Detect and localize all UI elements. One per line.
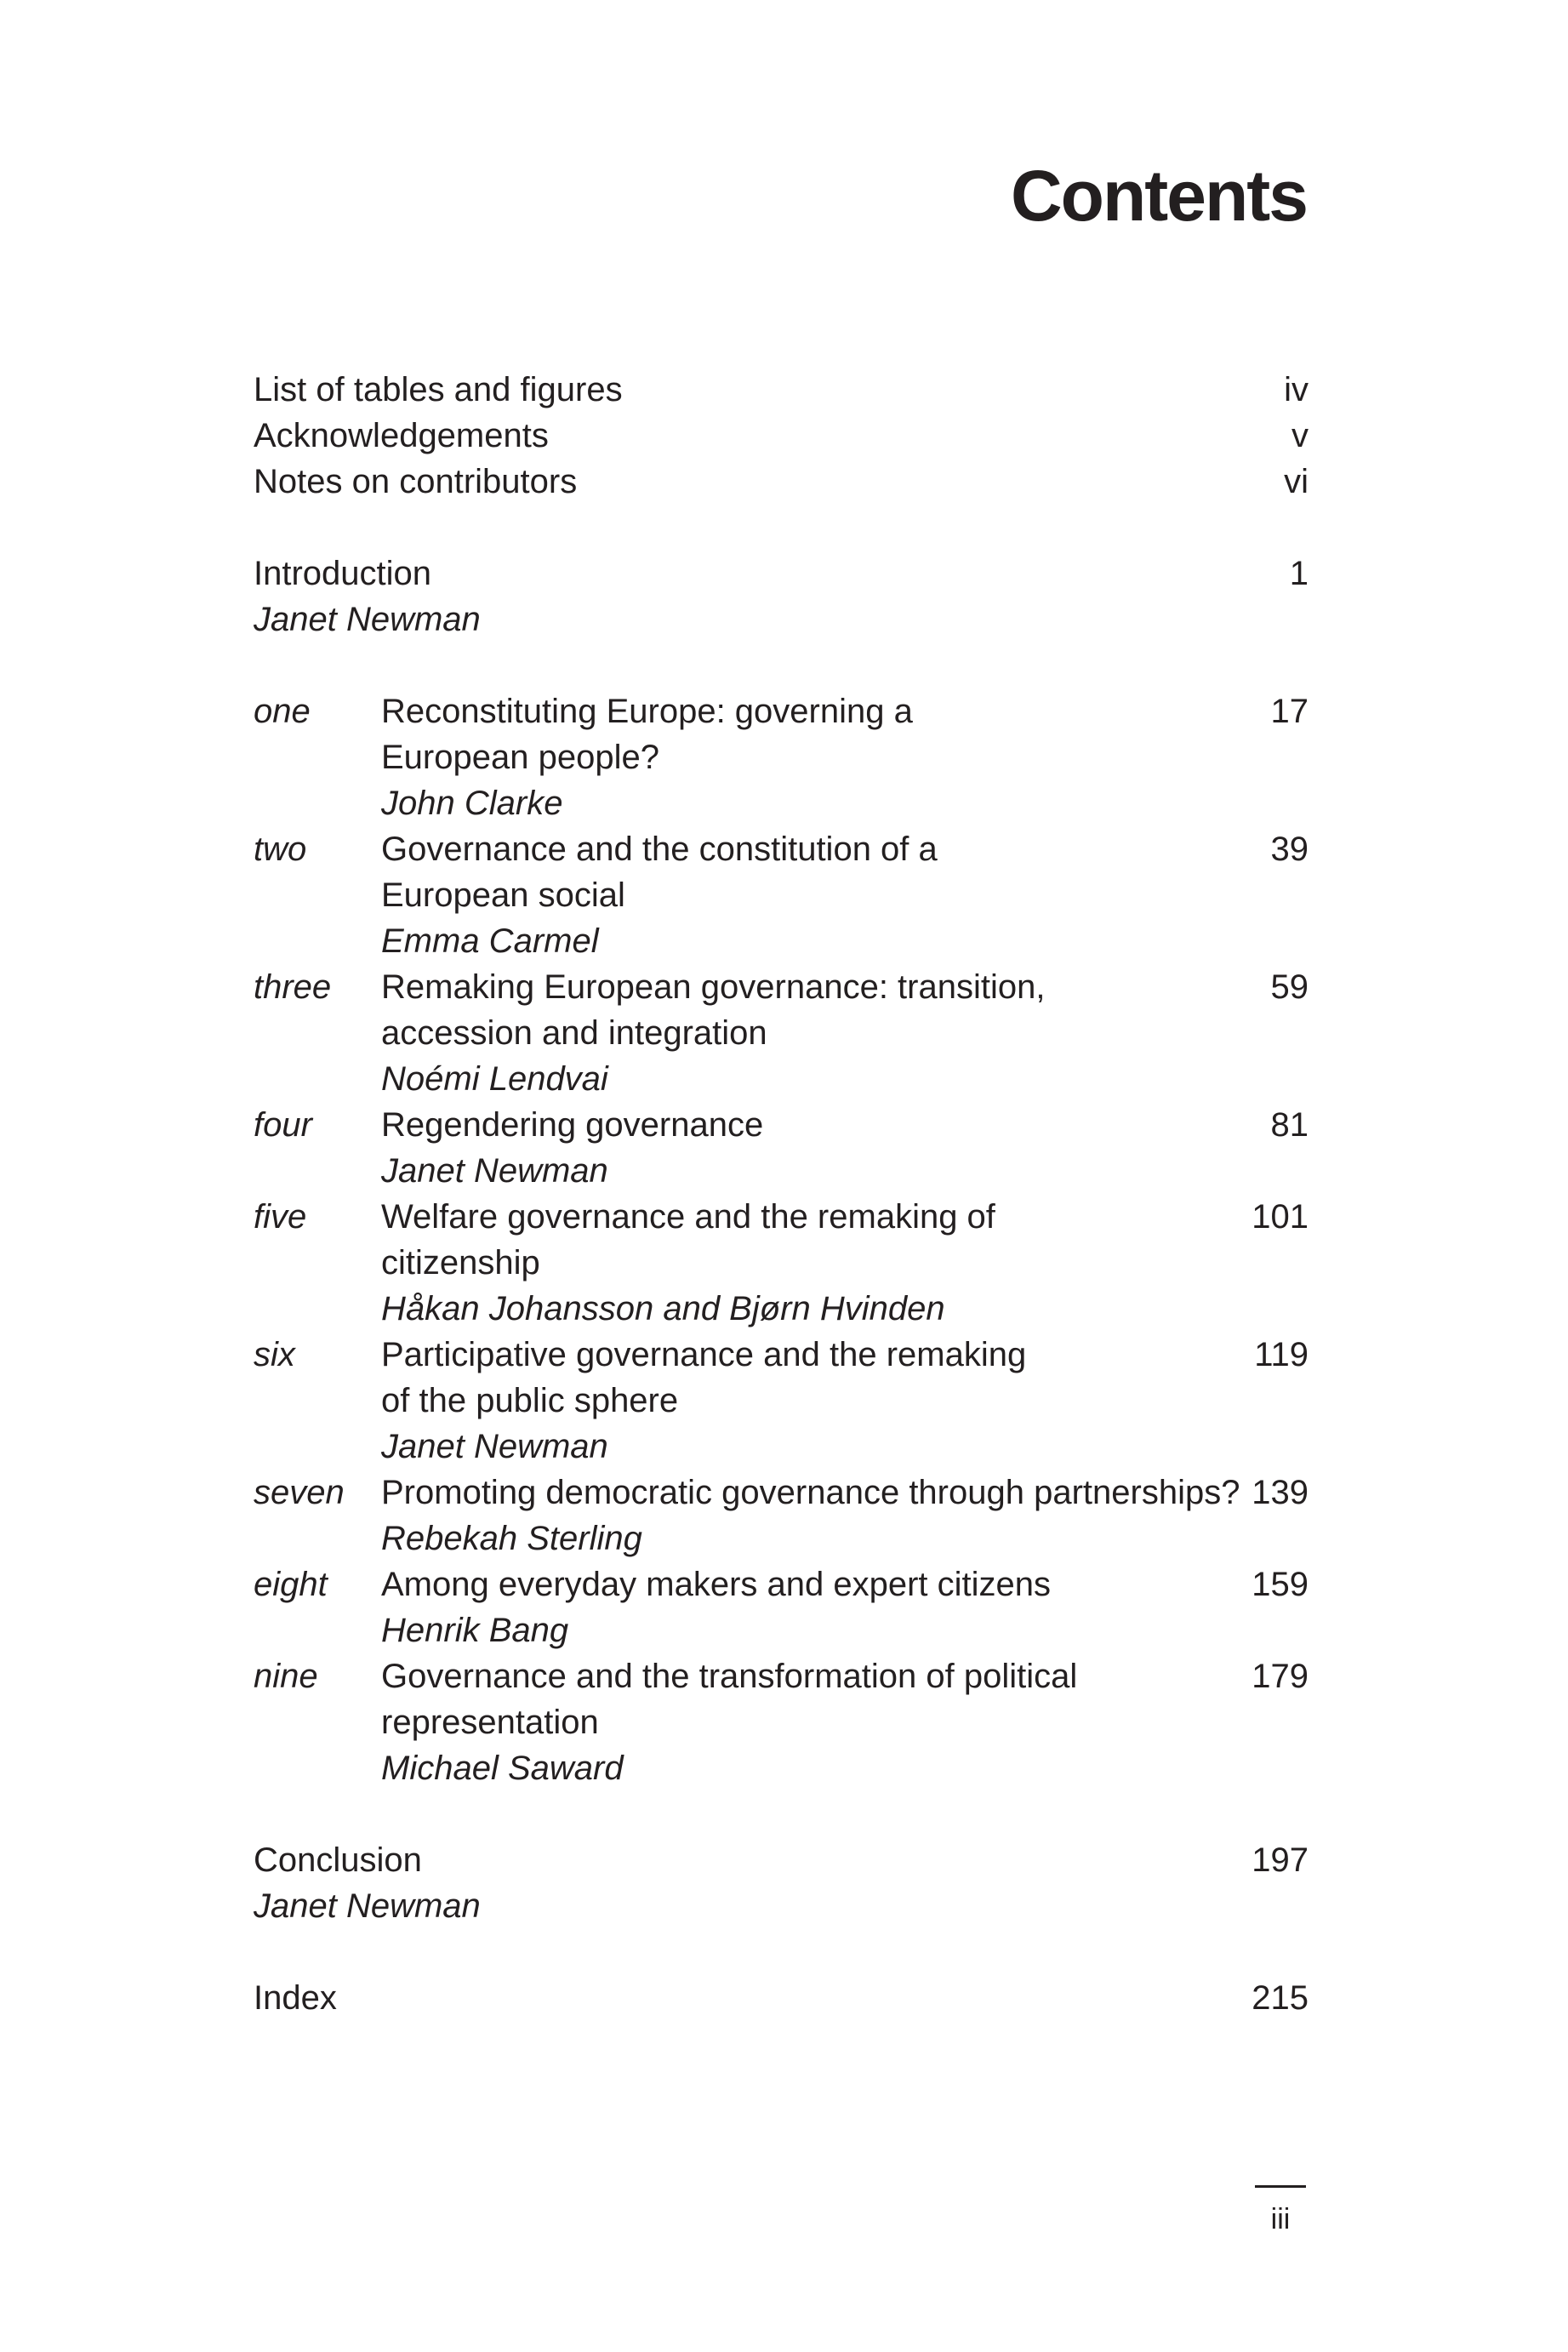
toc-entry-title: Index <box>254 1979 337 2017</box>
toc-entry-introduction[interactable] <box>0 551 1568 597</box>
chapter-title-line: Regendering governance <box>381 1106 764 1144</box>
toc-entry-list-of-tables[interactable] <box>0 367 1568 413</box>
toc-entry-title: Conclusion <box>254 1841 422 1879</box>
toc-entry-page: iv <box>1284 371 1309 408</box>
chapter-eight-row[interactable] <box>0 1561 1568 1607</box>
toc-entry-conclusion[interactable] <box>0 1837 1568 1883</box>
chapter-number: one <box>254 693 311 730</box>
chapter-page: 139 <box>1252 1474 1309 1511</box>
chapter-author: John Clarke <box>381 785 563 822</box>
chapter-two-author <box>0 918 1568 964</box>
chapter-page: 81 <box>1270 1106 1309 1144</box>
chapter-title-line: of the public sphere <box>381 1382 679 1419</box>
chapter-three-row[interactable] <box>0 964 1568 1010</box>
chapter-two-title-cont <box>0 872 1568 918</box>
chapter-author: Janet Newman <box>381 1428 608 1465</box>
chapter-two-row[interactable] <box>0 826 1568 872</box>
chapter-page: 179 <box>1252 1658 1309 1695</box>
toc-entry-index[interactable] <box>0 1975 1568 2021</box>
chapter-seven-author <box>0 1516 1568 1561</box>
chapter-three-author <box>0 1056 1568 1102</box>
toc-entry-title: Acknowledgements <box>254 417 549 454</box>
chapter-title-line: citizenship <box>381 1244 540 1282</box>
chapter-number: nine <box>254 1658 318 1695</box>
chapter-author: Rebekah Sterling <box>381 1520 642 1557</box>
chapter-page: 159 <box>1252 1566 1309 1603</box>
chapter-title-line: Promoting democratic governance through partnerships? <box>381 1474 1240 1511</box>
toc-entry-page: v <box>1291 417 1309 454</box>
chapter-number: three <box>254 968 332 1006</box>
chapter-page: 39 <box>1270 831 1309 868</box>
chapter-number: four <box>254 1106 312 1144</box>
chapter-number: eight <box>254 1566 328 1603</box>
chapter-title-line: representation <box>381 1704 599 1741</box>
chapter-five-title-cont <box>0 1240 1568 1286</box>
chapter-author: Janet Newman <box>381 1152 608 1190</box>
chapter-five-author <box>0 1286 1568 1332</box>
chapter-title-line: European people? <box>381 739 659 776</box>
chapter-nine-row[interactable] <box>0 1653 1568 1699</box>
chapter-one-title-cont <box>0 734 1568 780</box>
chapter-four-row[interactable] <box>0 1102 1568 1148</box>
chapter-nine-title-cont <box>0 1699 1568 1745</box>
toc-entry-acknowledgements[interactable] <box>0 413 1568 459</box>
page-folio: iii <box>1270 2203 1291 2235</box>
chapter-number: six <box>254 1336 295 1373</box>
chapter-page: 119 <box>1254 1336 1309 1373</box>
chapter-nine-author <box>0 1745 1568 1791</box>
toc-entry-page: vi <box>1284 463 1309 500</box>
chapter-one-row[interactable] <box>0 688 1568 734</box>
chapter-page: 59 <box>1270 968 1309 1006</box>
chapter-author: Henrik Bang <box>381 1612 569 1649</box>
chapter-three-title-cont <box>0 1010 1568 1056</box>
chapter-page: 17 <box>1270 693 1309 730</box>
toc-entry-title: List of tables and figures <box>254 371 623 408</box>
chapter-four-author <box>0 1148 1568 1194</box>
chapter-six-title-cont <box>0 1378 1568 1424</box>
chapter-author: Emma Carmel <box>381 922 599 960</box>
toc-entry-page: 197 <box>1252 1841 1309 1879</box>
chapter-author: Michael Saward <box>381 1750 624 1787</box>
footer-rule <box>1255 2185 1306 2188</box>
toc-entry-author: Janet Newman <box>254 601 481 638</box>
toc-entry-author-line <box>0 1883 1568 1929</box>
chapter-title-line: Reconstituting Europe: governing a <box>381 693 913 730</box>
chapter-six-author <box>0 1424 1568 1470</box>
chapter-page: 101 <box>1252 1198 1309 1236</box>
chapter-number: two <box>254 831 307 868</box>
toc-entry-author-line <box>0 597 1568 642</box>
chapter-author: Noémi Lendvai <box>381 1060 608 1098</box>
toc-entry-title: Notes on contributors <box>254 463 578 500</box>
chapter-eight-author <box>0 1607 1568 1653</box>
chapter-six-row[interactable] <box>0 1332 1568 1378</box>
chapter-author: Håkan Johansson and Bjørn Hvinden <box>381 1290 945 1327</box>
chapter-number: seven <box>254 1474 345 1511</box>
page-title: Contents <box>1011 156 1307 236</box>
chapter-title-line: Governance and the transformation of political <box>381 1658 1078 1695</box>
chapter-title-line: European social <box>381 876 625 914</box>
chapter-title-line: Governance and the constitution of a <box>381 831 938 868</box>
toc-entry-notes-on-contributors[interactable] <box>0 459 1568 505</box>
toc-entry-author: Janet Newman <box>254 1887 481 1925</box>
chapter-five-row[interactable] <box>0 1194 1568 1240</box>
chapter-title-line: Participative governance and the remaking <box>381 1336 1027 1373</box>
chapter-one-author <box>0 780 1568 826</box>
chapter-title-line: Among everyday makers and expert citizens <box>381 1566 1052 1603</box>
toc-entry-page: 1 <box>1289 555 1309 592</box>
toc-entry-title: Introduction <box>254 555 432 592</box>
chapter-title-line: accession and integration <box>381 1014 767 1052</box>
chapter-number: five <box>254 1198 307 1236</box>
toc-entry-page: 215 <box>1252 1979 1309 2017</box>
chapter-title-line: Welfare governance and the remaking of <box>381 1198 995 1236</box>
chapter-title-line: Remaking European governance: transition, <box>381 968 1046 1006</box>
chapter-seven-row[interactable] <box>0 1470 1568 1516</box>
